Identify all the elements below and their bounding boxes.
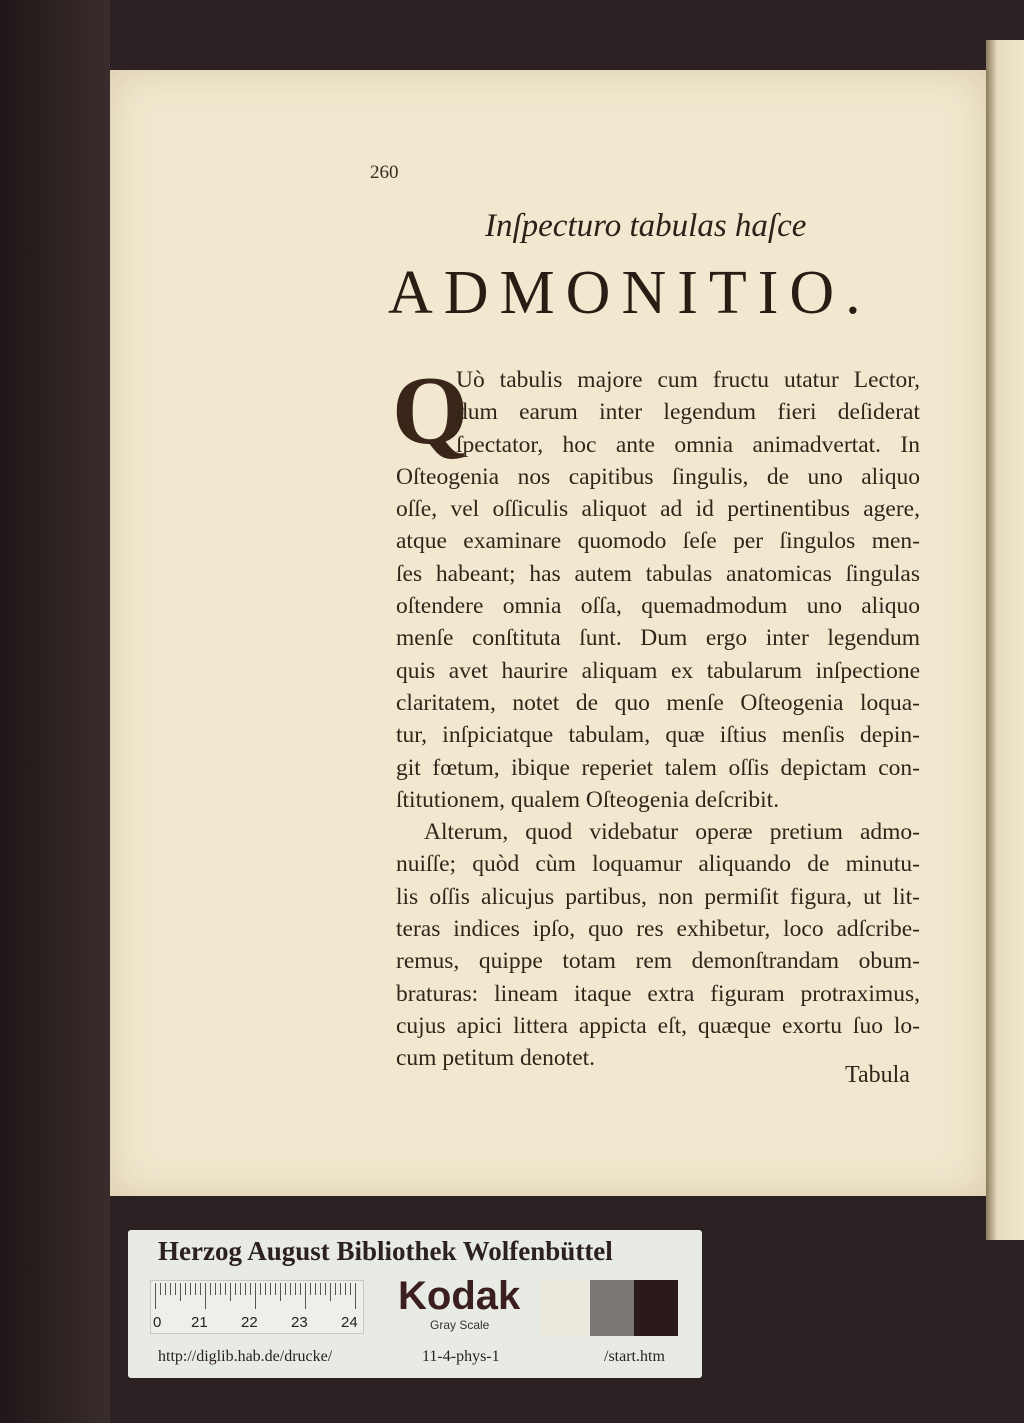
ruler-tick (245, 1283, 246, 1295)
ruler-tick (205, 1283, 206, 1309)
ruler-tick (335, 1283, 336, 1295)
text-line: teras indices ipſo, quo res exhibetur, loco adſcribe- (396, 916, 920, 943)
ruler-tick (290, 1283, 291, 1295)
ruler-tick (155, 1283, 156, 1309)
library-name: Herzog August Bibliothek Wolfenbüttel (158, 1236, 613, 1266)
ruler-tick (250, 1283, 251, 1295)
ruler-tick (175, 1283, 176, 1295)
ruler-tick (305, 1283, 306, 1309)
url-middle: 11-4-phys-1 (422, 1348, 500, 1365)
url-left: http://diglib.hab.de/drucke/ (158, 1348, 333, 1365)
text-line: atque examinare quomodo ſeſe per ſingulos men- (396, 528, 920, 555)
text-line: menſe conſtituta ſunt. Dum ergo inter legendum (396, 625, 920, 652)
ruler-tick (345, 1283, 346, 1295)
text-line: dum earum inter legendum fieri deſiderat (456, 399, 920, 426)
text-line: braturas: lineam itaque extra figuram protraximus, (396, 980, 920, 1007)
ruler-tick (355, 1283, 356, 1309)
ruler-tick (275, 1283, 276, 1295)
catchword: Tabula (845, 1062, 910, 1088)
ruler-tick (195, 1283, 196, 1295)
ruler-tick (340, 1283, 341, 1295)
ruler-tick (260, 1283, 261, 1295)
ruler-tick (170, 1283, 171, 1295)
text-line: claritatem, notet de quo menſe Oſteogenia loqua- (396, 689, 920, 716)
ruler-tick (200, 1283, 201, 1295)
gray-patch-mid (590, 1280, 634, 1336)
ruler-tick (315, 1283, 316, 1295)
text-line: cum petitum denotet. (396, 1045, 596, 1072)
ruler-label: 22 (241, 1314, 258, 1331)
ruler-tick (215, 1283, 216, 1295)
drop-cap: Q (392, 357, 469, 465)
ruler-tick (270, 1283, 271, 1295)
ruler-tick (280, 1283, 281, 1301)
ruler-tick (225, 1283, 226, 1295)
ruler-tick (210, 1283, 211, 1295)
text-line: lis oſſis alicujus partibus, non permiſit figura, ut lit- (396, 883, 920, 910)
page-number: 260 (370, 162, 399, 183)
ruler-label: 24 (341, 1314, 358, 1331)
ruler-tick (265, 1283, 266, 1295)
gray-patch-light (542, 1280, 588, 1336)
color-target-card (128, 1230, 702, 1378)
ruler-tick (165, 1283, 166, 1295)
ruler-label: 21 (191, 1314, 208, 1331)
gray-patch-dark (634, 1280, 678, 1336)
ruler-tick (350, 1283, 351, 1295)
ruler-tick (325, 1283, 326, 1295)
text-line: oſſe, vel oſſiculis aliquot ad id pertinentibus agere, (396, 496, 920, 523)
text-line: cujus apici littera appicta eſt, quæque exortu ſuo lo- (396, 1012, 920, 1039)
page-title: Inſpecturo tabulas haſce (485, 208, 807, 244)
text-line: Alterum, quod videbatur operæ pretium admo- (424, 819, 920, 846)
text-line: oſtendere omnia oſſa, quemadmodum uno aliquo (396, 593, 920, 620)
ruler-label: 23 (291, 1314, 308, 1331)
text-line: quis avet haurire aliquam ex tabularum inſpectione (396, 657, 920, 684)
ruler-tick (230, 1283, 231, 1301)
facing-page-edge (986, 40, 1024, 1240)
body-text (396, 364, 920, 1075)
kodak-logo: Kodak (398, 1274, 521, 1318)
ruler-tick (240, 1283, 241, 1295)
scan-background (0, 0, 110, 1423)
ruler (150, 1280, 364, 1334)
gray-scale-label: Gray Scale (430, 1318, 490, 1332)
ruler-tick (320, 1283, 321, 1295)
text-line: Uò tabulis majore cum fructu utatur Lector, (456, 367, 920, 393)
ruler-tick (255, 1283, 256, 1309)
text-line: Oſteogenia nos capitibus ſingulis, de uno aliquo (396, 463, 920, 490)
ruler-label: 0 (153, 1314, 162, 1331)
ruler-tick (300, 1283, 301, 1295)
ruler-tick (295, 1283, 296, 1295)
text-line: tur, inſpiciatque tabulam, quæ iſtius menſis depin- (396, 722, 920, 749)
ruler-tick (160, 1283, 161, 1295)
paragraph-2 (396, 816, 920, 1074)
paragraph-1 (396, 364, 920, 816)
text-line: ſes habeant; has autem tabulas anatomicas ſingulas (396, 560, 920, 587)
ruler-tick (310, 1283, 311, 1295)
text-line: nuiſſe; quòd cùm loquamur aliquando de minutu- (396, 851, 920, 878)
ruler-tick (185, 1283, 186, 1295)
text-line: remus, quippe totam rem demonſtrandam obum- (396, 948, 920, 975)
ruler-tick (180, 1283, 181, 1301)
ruler-tick (190, 1283, 191, 1295)
ruler-tick (235, 1283, 236, 1295)
ruler-tick (285, 1283, 286, 1295)
text-line: git fœtum, ibique reperiet talem oſſis depictam con- (396, 754, 920, 781)
text-line: ſpectator, hoc ante omnia animadvertat. In (456, 431, 920, 458)
text-line: ſtitutionem, qualem Oſteogenia deſcribit. (396, 786, 780, 813)
url-right: /start.htm (604, 1348, 665, 1365)
page-heading: ADMONITIO. (388, 259, 872, 327)
ruler-tick (330, 1283, 331, 1301)
ruler-tick (220, 1283, 221, 1295)
